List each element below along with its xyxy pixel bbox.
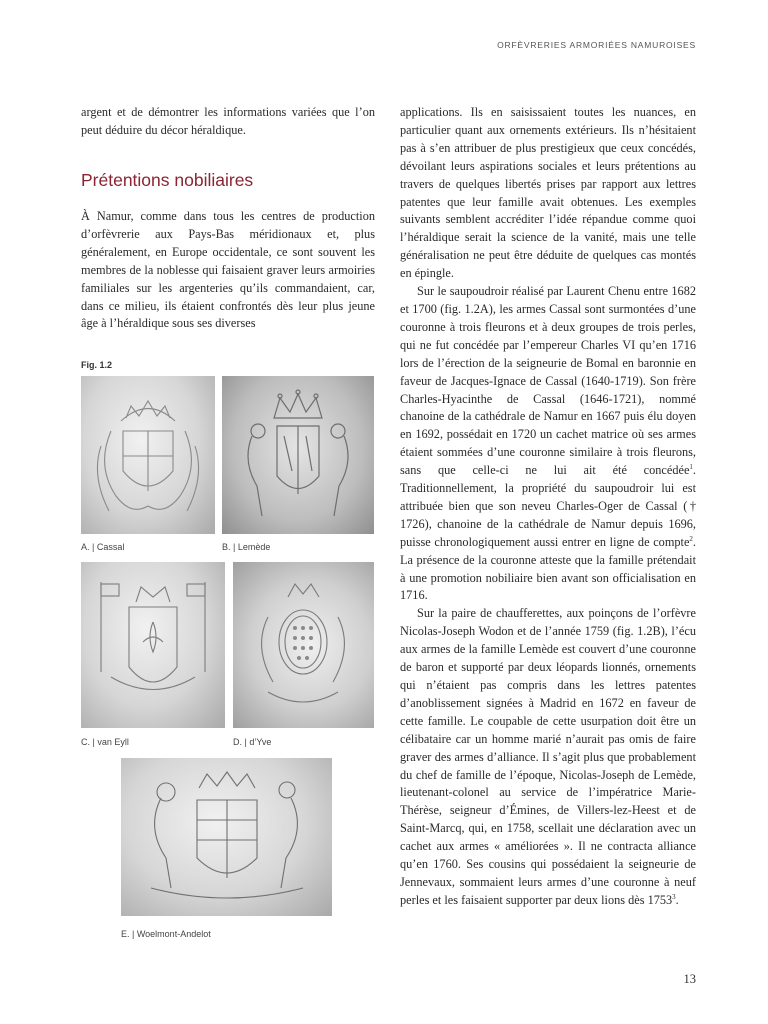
right-paragraph-3 <box>400 605 696 909</box>
engraved-arms-cassal-image <box>81 376 215 534</box>
left-intro-paragraph: argent et de démontrer les informations variées que l’on peut déduire du décor héraldique. <box>81 105 375 137</box>
paragraph-2-text-c: . La présence de la couronne atteste que la famille prétendait à une promotion nobiliaire bien avant son officialisation en 1716. <box>400 534 696 603</box>
paragraph-3-text-a: Sur la paire de chaufferettes, aux poinçons de l’orfèvre Nicolas-Joseph Wodon et de l’année 1759 (fig. 1.2B), l’écu aux armes de la famille Lemède est couvert d’une couronne de baron et supporté par deux léopards lionnés, ornements qui n’étaient pas compris dans les lettres patentes d’anoblissement signées à Madrid en 1672 en faveur de cette famille. Le coupable de cette usurpation doit être un célibataire car un homme marié n’aurait pas omis de faire graver des armes d’alliance. Il s’agit plus que probablement du chef de famille de l’époque, Nicolas-Joseph de Lemède, lieutenant-colonel au service de l’impératrice Marie-Thérèse, seigneur d’Émines, de Villers-lez-Heest et de Saint-Marcq, qui, en 1758, scellait une déclaration avec un cachet aux armes « améliorées ». Il ne contracta alliance qu’en 1760. Ses cousins qui possédaient la seigneurie de Jennevaux, sommaient leurs armes d’une couronne à neuf perles et les faisaient supporter par deux lions dès 1753 <box>400 606 696 907</box>
paragraph-2-text-b: . Traditionnellement, la propriété du saupoudroir lui est attribuée bien que son neveu Charles-Oger de Cassal († 1726), chanoine de la cathédrale de Namur depuis 1696, puisse chronologiquement aussi entrer en ligne de compte <box>400 463 696 549</box>
running-head: ORFÈVRERIES ARMORIÉES NAMUROISES <box>497 40 696 50</box>
caption-e: E. | Woelmont-Andelot <box>121 929 211 939</box>
left-column-body <box>81 208 375 333</box>
caption-d: D. | d’Yve <box>233 737 272 747</box>
footnote-ref-1: 1 <box>689 463 693 472</box>
caption-a: A. | Cassal <box>81 542 125 552</box>
caption-b: B. | Lemède <box>222 542 271 552</box>
section-title: Prétentions nobiliaires <box>81 170 254 190</box>
right-paragraph-1: applications. Ils en saisissaient toutes les nuances, en particulier quant aux ornements extérieurs. Ils n’hésitaient pas à s’en attribuer de plus prestigieux que ceux concédés, dévoilant leurs aspirations sociales et leurs prétentions au travers de quelques libertés prises par rapport aux lettres patentes que leur famille avait obtenues. Les exemples suivants semblent accréditer l’idée répandue comme quoi l’héraldique serait la science de la vanité, mais une telle généralisation ne peut être déduite de quelques cas montés en épingle. <box>400 105 696 281</box>
paragraph-2-text-a: Sur le saupoudroir réalisé par Laurent Chenu entre 1682 et 1700 (fig. 1.2A), les armes Cassal sont surmontées d’une couronne à trois fleurons et à deux groupes de trois perles, qui ne fut concédée par l’empereur Charles VI qu’en 1716 lors de l’érection de la seigneurie de Bomal en baronnie en faveur de Jacques-Ignace de Cassal (1640-1719). Son frère Charles-Hyacinthe de Cassal (1646-1721), nommé chanoine de la cathédrale de Namur en 1667 puis élu doyen en 1692, possédait en 1720 un cachet matrice où ses armes étaient sommées d’une couronne similaire à trois fleurons, sans que celle-ci ne lui ait été concédée <box>400 284 696 478</box>
engraved-arms-d-yve-image <box>233 562 374 728</box>
engraved-arms-van-eyll-image <box>81 562 225 728</box>
paragraph-3-text-b: . <box>675 892 679 907</box>
caption-c: C. | van Eyll <box>81 737 129 747</box>
engraved-arms-lemede-image <box>222 376 374 534</box>
footnote-ref-2: 2 <box>689 534 693 543</box>
page-number: 13 <box>683 972 696 986</box>
figure-photo-lemede <box>222 376 374 534</box>
figure-photo-van-eyll <box>81 562 225 728</box>
right-column <box>400 104 696 910</box>
left-body-paragraph: À Namur, comme dans tous les centres de production d’orfèvrerie aux Pays-Bas méridionaux et, plus généralement, en Europe occidentale, ce sont souvent les membres de la noblesse qui faisaient graver leurs armoiries familiales sur les argenteries qu’ils commandaient, car, dans ce milieu, ils étaient confrontés dès leur plus jeune âge à l’héraldique sous ses diverses <box>81 209 375 331</box>
left-column-intro <box>81 104 375 140</box>
right-paragraph-2 <box>400 283 696 605</box>
engraved-arms-woelmont-andelot-image <box>121 758 332 916</box>
figure-photo-d-yve <box>233 562 374 728</box>
figure-photo-cassal <box>81 376 215 534</box>
figure-photo-woelmont-andelot <box>121 758 332 916</box>
figure-label: Fig. 1.2 <box>81 360 113 370</box>
footnote-ref-3: 3 <box>672 892 676 901</box>
